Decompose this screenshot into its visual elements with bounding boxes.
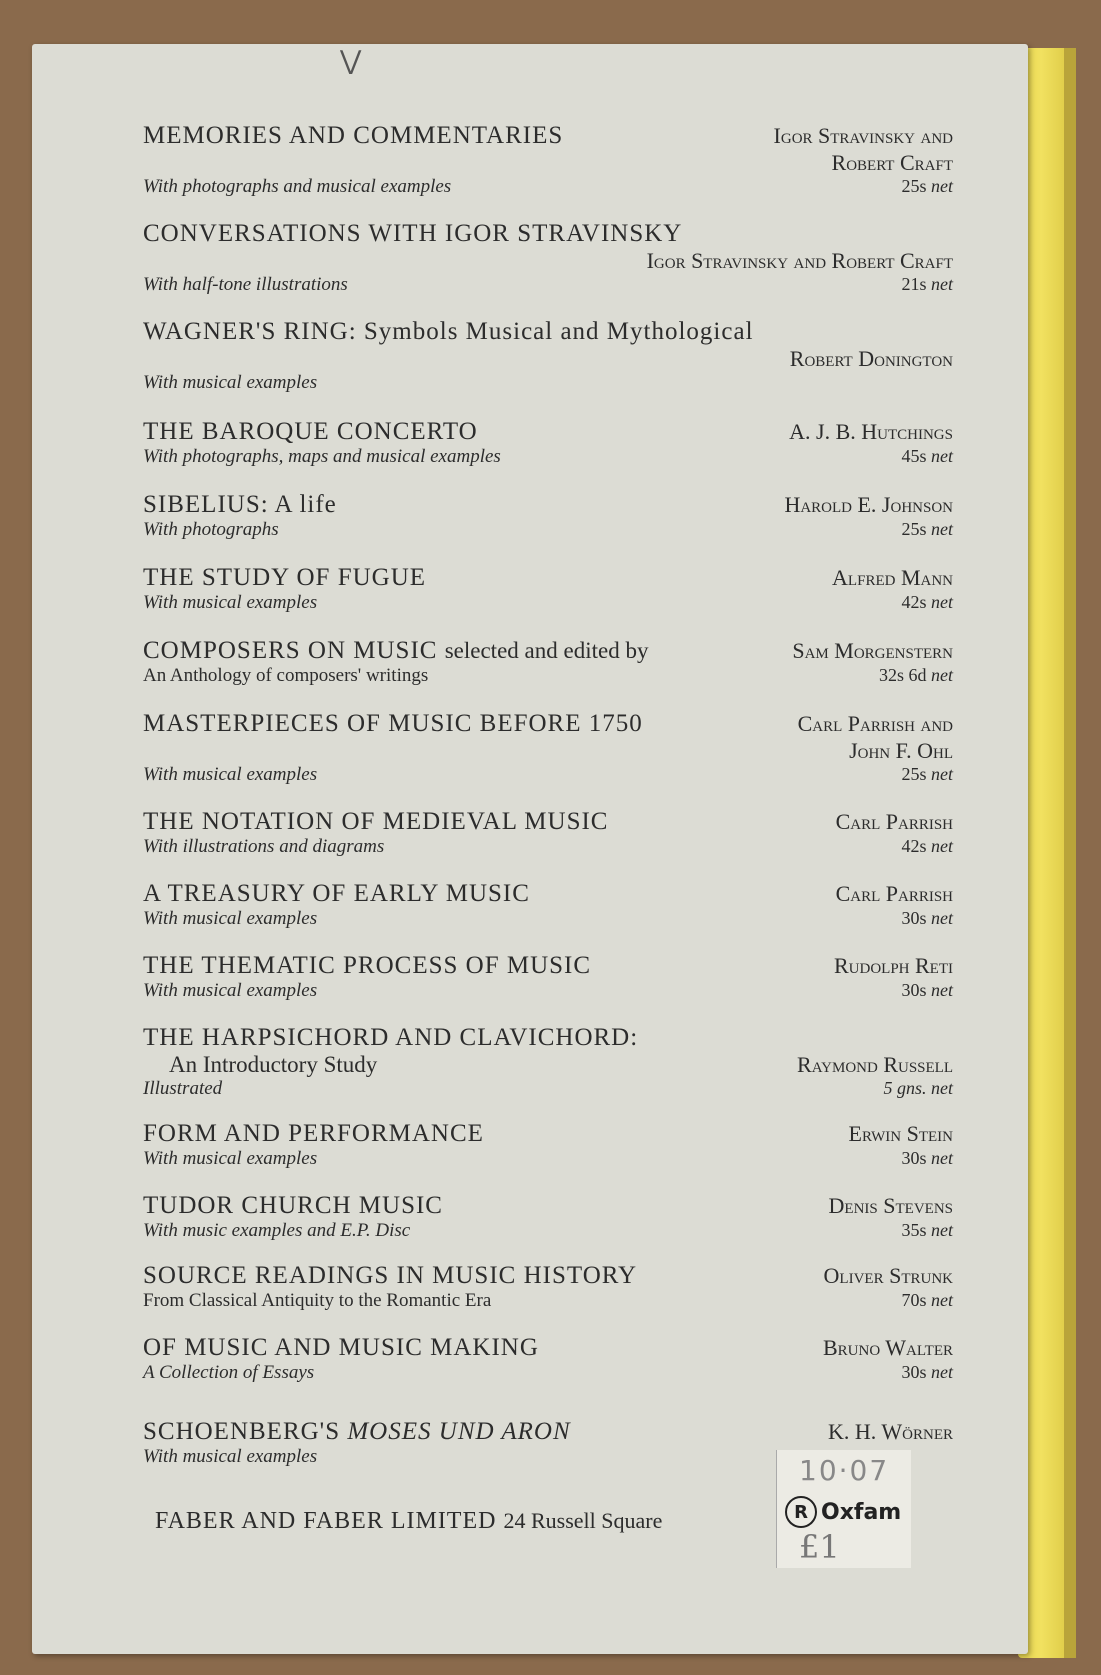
book-entry: [143, 1334, 953, 1384]
book-price: 70s net: [901, 1290, 953, 1310]
book-author: Robert Donington: [789, 346, 953, 371]
book-title-line2: An Introductory Study: [169, 1052, 378, 1077]
book-title: WAGNER'S RING: Symbols Musical and Mythological: [143, 318, 754, 345]
book-subtitle: With photographs and musical examples: [143, 176, 452, 197]
book-author: Raymond Russell: [797, 1052, 953, 1077]
book-title: MEMORIES AND COMMENTARIES: [143, 122, 564, 149]
publisher-address: 24 Russell Square: [503, 1508, 663, 1533]
book-title: MASTERPIECES OF MUSIC BEFORE 1750: [143, 710, 643, 737]
book-subtitle: With musical examples: [143, 372, 318, 393]
book-subtitle: With musical examples: [143, 908, 318, 929]
book-author: Igor Stravinsky and Robert Craft: [646, 248, 953, 273]
book-author-line2: John F. Ohl: [849, 738, 953, 763]
book-price: 5 gns. net: [883, 1078, 953, 1098]
book-subtitle: With musical examples: [143, 1446, 318, 1467]
book-entry: [143, 491, 953, 541]
book-author: Oliver Strunk: [823, 1263, 953, 1288]
book-price: 45s net: [901, 446, 953, 466]
book-subtitle: With half-tone illustrations: [143, 274, 348, 295]
book-title: SOURCE READINGS IN MUSIC HISTORY: [143, 1262, 638, 1289]
book-entry: [143, 880, 953, 930]
book-price: 21s net: [901, 274, 953, 294]
book-entry: [143, 1120, 953, 1170]
book-price: 35s net: [901, 1220, 953, 1240]
book-author: Bruno Walter: [823, 1335, 953, 1360]
book-price: 25s net: [901, 176, 953, 196]
book-title: TUDOR CHURCH MUSIC: [143, 1192, 443, 1219]
book-price: 25s net: [901, 764, 953, 784]
book-entry: [143, 1024, 953, 1100]
book-author: Alfred Mann: [832, 565, 953, 590]
book-author: Carl Parrish: [835, 881, 953, 906]
book-title: OF MUSIC AND MUSIC MAKING: [143, 1334, 539, 1361]
book-subtitle: An Anthology of composers' writings: [143, 665, 429, 686]
jacket-tear-mark: ⋁: [340, 46, 362, 76]
sticker-number: 10·07: [799, 1454, 890, 1487]
book-subtitle: With illustrations and diagrams: [143, 836, 385, 857]
book-title: SIBELIUS: A life: [143, 491, 337, 518]
sticker-price: £1: [799, 1528, 840, 1566]
book-author: Rudolph Reti: [833, 953, 953, 978]
book-subtitle: With musical examples: [143, 980, 318, 1001]
book-entry: [143, 418, 953, 468]
book-entry: [143, 1262, 953, 1312]
book-subtitle: With musical examples: [143, 592, 318, 613]
editor-note: selected and edited by: [444, 638, 649, 663]
price-sticker: [776, 1450, 911, 1568]
book-title: THE NOTATION OF MEDIEVAL MUSIC: [143, 808, 609, 835]
book-entry: [143, 220, 953, 296]
sticker-brand: [785, 1496, 901, 1528]
book-author: A. J. B. Hutchings: [789, 419, 953, 444]
book-subtitle: With music examples and E.P. Disc: [143, 1220, 411, 1241]
book-author: Harold E. Johnson: [784, 492, 953, 517]
sticker-brand-name: Oxfam: [821, 1499, 902, 1525]
book-author: Carl Parrish and: [797, 711, 953, 736]
book-author: Denis Stevens: [828, 1193, 953, 1218]
book-title: FORM AND PERFORMANCE: [143, 1120, 484, 1147]
book-entry: [143, 808, 953, 858]
book-subtitle: With musical examples: [143, 1148, 318, 1169]
book-entry: [143, 710, 953, 786]
book-price: 32s 6d net: [878, 665, 953, 685]
book-author: K. H. Wörner: [828, 1419, 953, 1444]
book-entry: [143, 318, 953, 394]
book-subtitle: With photographs, maps and musical examples: [143, 446, 501, 467]
book-entry: [143, 952, 953, 1002]
book-subtitle: Illustrated: [143, 1078, 223, 1099]
book-title: SCHOENBERG'S MOSES UND ARON: [143, 1418, 571, 1445]
book-entry: [143, 637, 953, 687]
book-subtitle: With musical examples: [143, 764, 318, 785]
book-author-line2: Robert Craft: [831, 150, 953, 175]
book-title: THE THEMATIC PROCESS OF MUSIC: [143, 952, 592, 979]
book-title: THE HARPSICHORD AND CLAVICHORD:: [143, 1024, 639, 1051]
book-entry: [143, 1192, 953, 1242]
book-title: THE STUDY OF FUGUE: [143, 564, 427, 591]
book-entry: [143, 564, 953, 614]
book-price: 30s net: [901, 980, 953, 1000]
oxfam-logo-icon: R: [785, 1496, 817, 1528]
book-author: Igor Stravinsky and: [773, 123, 953, 148]
book-price: 42s net: [901, 836, 953, 856]
book-price: 42s net: [901, 592, 953, 612]
spine-edge: [1064, 48, 1076, 1658]
book-title: COMPOSERS ON MUSIC selected and edited by: [143, 637, 649, 664]
book-price: 30s net: [901, 908, 953, 928]
publisher-line: [155, 1508, 662, 1535]
book-title: CONVERSATIONS WITH IGOR STRAVINSKY: [143, 220, 683, 247]
book-title: THE BAROQUE CONCERTO: [143, 418, 478, 445]
book-price: 30s net: [901, 1148, 953, 1168]
book-price: 30s net: [901, 1362, 953, 1382]
book-subtitle: A Collection of Essays: [143, 1362, 315, 1383]
book-entry: [143, 122, 953, 198]
book-author: Erwin Stein: [848, 1121, 953, 1146]
book-author: Carl Parrish: [835, 809, 953, 834]
publisher-name: FABER AND FABER LIMITED: [155, 1508, 497, 1534]
book-title: A TREASURY OF EARLY MUSIC: [143, 880, 530, 907]
book-author: Sam Morgenstern: [792, 638, 953, 663]
book-subtitle: With photographs: [143, 519, 279, 540]
book-subtitle: From Classical Antiquity to the Romantic Era: [143, 1290, 492, 1311]
book-price: 25s net: [901, 519, 953, 539]
book-title-italic: MOSES UND ARON: [347, 1418, 571, 1445]
